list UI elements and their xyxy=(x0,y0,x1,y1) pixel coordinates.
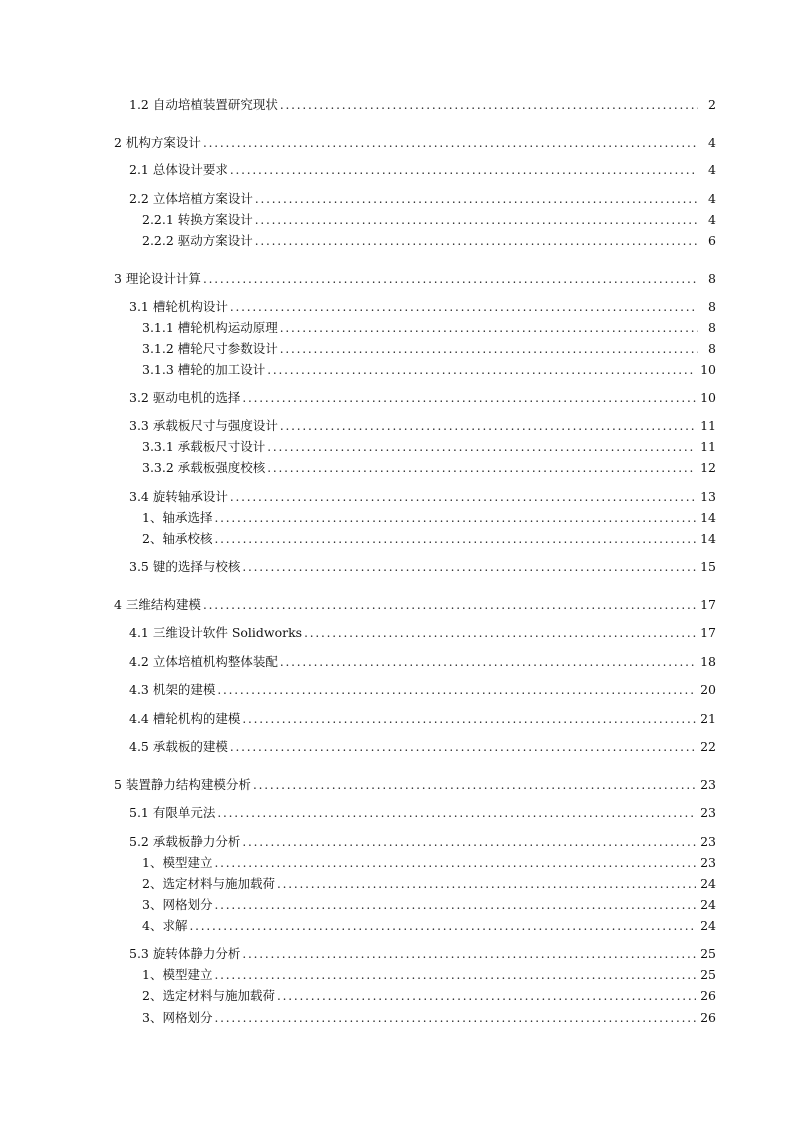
toc-entry-page: 4 xyxy=(708,191,716,206)
dot-leader xyxy=(189,918,696,934)
toc-entry-page: 24 xyxy=(700,897,716,912)
toc-entry-page: 2 xyxy=(708,97,716,112)
dot-leader xyxy=(242,390,696,406)
toc-entry-page: 15 xyxy=(700,559,716,574)
toc-entry-page: 17 xyxy=(700,597,716,612)
toc-entry[interactable] xyxy=(129,654,716,670)
toc-entry[interactable] xyxy=(142,897,716,913)
dot-leader xyxy=(255,191,698,207)
dot-leader xyxy=(230,162,698,178)
toc-entry[interactable] xyxy=(114,271,716,287)
toc-entry-page: 23 xyxy=(700,855,716,870)
toc-entry[interactable] xyxy=(129,682,716,698)
toc-entry[interactable] xyxy=(142,855,716,871)
toc-entry[interactable] xyxy=(142,918,716,934)
toc-entry-title: 2.1 总体设计要求 xyxy=(129,162,228,177)
toc-entry-title: 5.3 旋转体静力分析 xyxy=(129,946,241,961)
toc-entry-page: 8 xyxy=(708,320,716,335)
toc-entry-title: 3.2 驱动电机的选择 xyxy=(129,390,241,405)
dot-leader xyxy=(230,739,696,755)
toc-entry[interactable] xyxy=(114,777,716,793)
toc-entry-page: 14 xyxy=(700,510,716,525)
dot-leader xyxy=(214,897,696,913)
toc-entry-title: 3.1.1 槽轮机构运动原理 xyxy=(142,320,278,335)
toc-entry-page: 24 xyxy=(700,876,716,891)
toc-entry-title: 2、轴承校核 xyxy=(142,531,213,546)
toc-entry[interactable] xyxy=(129,97,716,113)
toc-entry-page: 22 xyxy=(700,739,716,754)
dot-leader xyxy=(230,299,698,315)
toc-entry-page: 25 xyxy=(700,946,716,961)
toc-entry[interactable] xyxy=(129,625,716,641)
toc-entry-page: 18 xyxy=(700,654,716,669)
toc-entry-page: 8 xyxy=(708,341,716,356)
toc-entry[interactable] xyxy=(142,362,716,378)
toc-entry-title: 3.3 承载板尺寸与强度设计 xyxy=(129,418,278,433)
dot-leader xyxy=(242,559,696,575)
toc-entry-title: 4、求解 xyxy=(142,918,188,933)
toc-entry-title: 4.3 机架的建模 xyxy=(129,682,216,697)
toc-entry-title: 3、网格划分 xyxy=(142,897,213,912)
toc-entry[interactable] xyxy=(114,597,716,613)
dot-leader xyxy=(280,654,696,670)
toc-entry[interactable] xyxy=(129,418,716,434)
toc-entry-page: 10 xyxy=(700,362,716,377)
toc-entry-page: 10 xyxy=(700,390,716,405)
toc-entry[interactable] xyxy=(129,559,716,575)
toc-entry[interactable] xyxy=(129,390,716,406)
toc-entry[interactable] xyxy=(129,299,716,315)
dot-leader xyxy=(230,489,696,505)
toc-entry-page: 12 xyxy=(700,460,716,475)
toc-entry-title: 3.1 槽轮机构设计 xyxy=(129,299,228,314)
toc-entry-title: 5.1 有限单元法 xyxy=(129,805,216,820)
toc-entry-page: 4 xyxy=(708,135,716,150)
toc-entry-page: 8 xyxy=(708,299,716,314)
toc-entry[interactable] xyxy=(129,191,716,207)
toc-entry-title: 3.3.2 承载板强度校核 xyxy=(142,460,266,475)
toc-entry-page: 26 xyxy=(700,988,716,1003)
dot-leader xyxy=(277,988,696,1004)
toc-entry-title: 2.2.2 驱动方案设计 xyxy=(142,233,253,248)
dot-leader xyxy=(217,805,696,821)
toc-entry[interactable] xyxy=(114,135,716,151)
toc-entry-title: 1.2 自动培植装置研究现状 xyxy=(129,97,278,112)
toc-entry-page: 23 xyxy=(700,805,716,820)
toc-entry-title: 2.2 立体培植方案设计 xyxy=(129,191,253,206)
toc-entry-title: 2 机构方案设计 xyxy=(114,135,201,150)
toc-entry-page: 6 xyxy=(708,233,716,248)
toc-entry[interactable] xyxy=(129,946,716,962)
toc-entry-title: 4.1 三维设计软件 Solidworks xyxy=(129,625,303,640)
toc-entry-page: 26 xyxy=(700,1010,716,1025)
toc-entry[interactable] xyxy=(142,212,716,228)
dot-leader xyxy=(214,1010,696,1026)
toc-entry-page: 20 xyxy=(700,682,716,697)
toc-entry[interactable] xyxy=(142,320,716,336)
toc-entry-page: 23 xyxy=(700,777,716,792)
toc-entry-title: 2、选定材料与施加载荷 xyxy=(142,876,275,891)
toc-entry[interactable] xyxy=(142,531,716,547)
toc-entry-title: 4 三维结构建模 xyxy=(114,597,201,612)
dot-leader xyxy=(280,97,698,113)
toc-entry[interactable] xyxy=(142,988,716,1004)
toc-entry-title: 4.2 立体培植机构整体装配 xyxy=(129,654,278,669)
dot-leader xyxy=(214,510,696,526)
dot-leader xyxy=(214,967,696,983)
dot-leader xyxy=(253,777,696,793)
toc-entry-title: 1、轴承选择 xyxy=(142,510,213,525)
toc-entry-title: 3.4 旋转轴承设计 xyxy=(129,489,228,504)
toc-entry-page: 23 xyxy=(700,834,716,849)
toc-entry-page: 8 xyxy=(708,271,716,286)
dot-leader xyxy=(280,418,696,434)
toc-entry-title: 3.5 键的选择与校核 xyxy=(129,559,241,574)
dot-leader xyxy=(242,946,696,962)
toc-entry-title: 3.1.2 槽轮尺寸参数设计 xyxy=(142,341,278,356)
toc-entry-title: 5 装置静力结构建模分析 xyxy=(114,777,251,792)
dot-leader xyxy=(214,855,696,871)
dot-leader xyxy=(203,135,698,151)
dot-leader xyxy=(267,460,696,476)
toc-entry[interactable] xyxy=(129,739,716,755)
dot-leader xyxy=(203,271,698,287)
toc-entry-page: 24 xyxy=(700,918,716,933)
toc-entry[interactable] xyxy=(142,510,716,526)
toc-entry-page: 4 xyxy=(708,212,716,227)
toc-entry[interactable] xyxy=(129,489,716,505)
toc-entry-page: 11 xyxy=(700,418,716,433)
dot-leader xyxy=(280,320,698,336)
toc-entry[interactable] xyxy=(129,162,716,178)
toc-entry-page: 14 xyxy=(700,531,716,546)
toc-entry-title: 5.2 承载板静力分析 xyxy=(129,834,241,849)
toc-entry-title: 3 理论设计计算 xyxy=(114,271,201,286)
toc-entry[interactable] xyxy=(129,805,716,821)
toc-entry-title: 1、模型建立 xyxy=(142,855,213,870)
toc-entry[interactable] xyxy=(142,876,716,892)
dot-leader xyxy=(277,876,696,892)
dot-leader xyxy=(280,341,698,357)
toc-entry[interactable] xyxy=(129,711,716,727)
dot-leader xyxy=(255,233,698,249)
dot-leader xyxy=(304,625,696,641)
toc-entry[interactable] xyxy=(142,233,716,249)
toc-entry[interactable] xyxy=(142,439,716,455)
dot-leader xyxy=(242,711,696,727)
toc-entry-title: 3.1.3 槽轮的加工设计 xyxy=(142,362,266,377)
dot-leader xyxy=(255,212,698,228)
toc-entry-title: 3、网格划分 xyxy=(142,1010,213,1025)
toc-entry-title: 1、模型建立 xyxy=(142,967,213,982)
toc-entry-page: 25 xyxy=(700,967,716,982)
toc-entry-page: 21 xyxy=(700,711,716,726)
toc-entry-title: 4.4 槽轮机构的建模 xyxy=(129,711,241,726)
toc-entry-title: 2、选定材料与施加载荷 xyxy=(142,988,275,1003)
dot-leader xyxy=(267,362,696,378)
toc-entry[interactable] xyxy=(129,834,716,850)
toc-entry-title: 2.2.1 转换方案设计 xyxy=(142,212,253,227)
toc-entry-page: 13 xyxy=(700,489,716,504)
toc-entry-page: 17 xyxy=(700,625,716,640)
toc-entry-title: 4.5 承载板的建模 xyxy=(129,739,228,754)
toc-entry-title: 3.3.1 承载板尺寸设计 xyxy=(142,439,266,454)
toc-entry-page: 4 xyxy=(708,162,716,177)
dot-leader xyxy=(242,834,696,850)
dot-leader xyxy=(267,439,696,455)
dot-leader xyxy=(217,682,696,698)
toc-entry[interactable] xyxy=(142,341,716,357)
dot-leader xyxy=(214,531,696,547)
toc-entry[interactable] xyxy=(142,967,716,983)
dot-leader xyxy=(203,597,696,613)
toc-entry[interactable] xyxy=(142,1010,716,1026)
toc-entry[interactable] xyxy=(142,460,716,476)
toc-entry-page: 11 xyxy=(700,439,716,454)
